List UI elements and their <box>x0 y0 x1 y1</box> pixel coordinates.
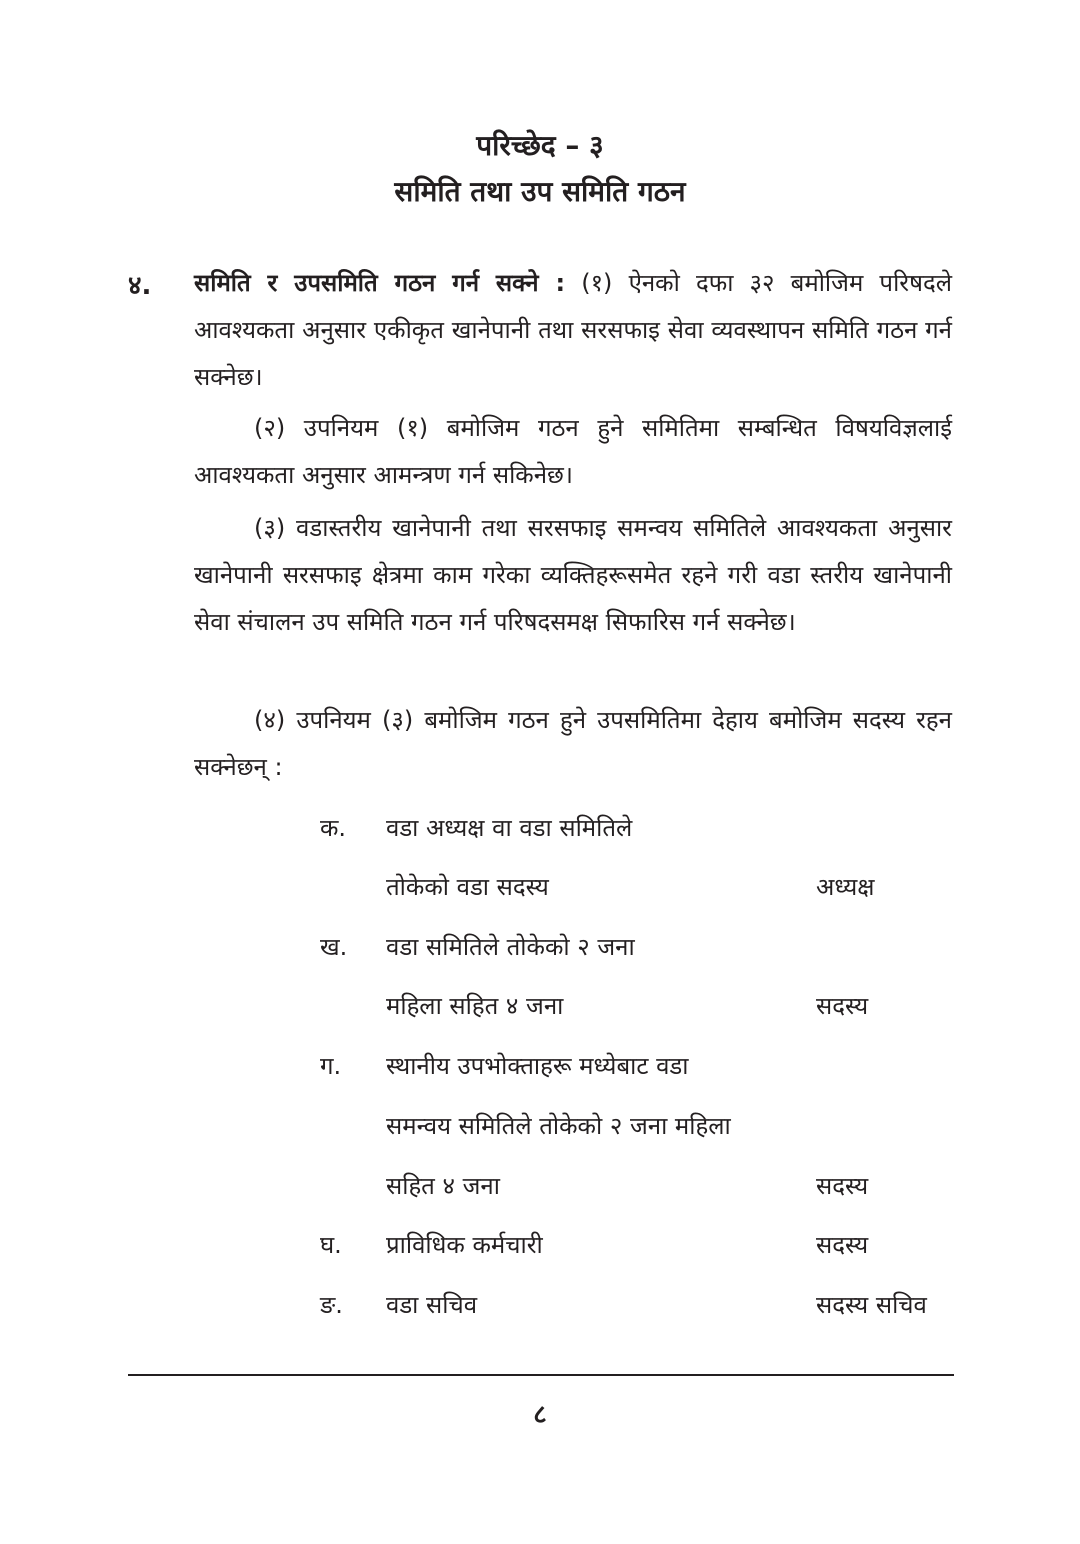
member-description-line: सहित ४ जना <box>386 1172 500 1200</box>
member-description-line: समन्वय समितिले तोकेको २ जना महिला <box>386 1112 731 1140</box>
footer-divider <box>128 1374 954 1376</box>
section-number: ४. <box>128 271 152 301</box>
member-letter: क. <box>320 814 347 842</box>
member-description-line: स्थानीय उपभोक्ताहरू मध्येबाट वडा <box>386 1052 689 1080</box>
member-description-line: वडा अध्यक्ष वा वडा समितिले <box>386 814 633 842</box>
member-description-line: वडा सचिव <box>386 1291 478 1319</box>
member-role: सदस्य सचिव <box>816 1291 927 1319</box>
section-heading: समिति र उपसमिति गठन गर्न सक्ने : <box>194 269 566 297</box>
member-role: सदस्य <box>816 1172 869 1200</box>
section-paragraph-3: (३) वडास्तरीय खानेपानी तथा सरसफाइ समन्वय समितिले आवश्यकता अनुसार खानेपानी सरसफाइ क्षेत्रमा काम गरेका व्यक्तिहरूसमेत रहने गरी वडा स्तरीय खानेपानी सेवा संचालन उप समिति गठन गर्न परिषदसमक्ष सिफारिस गर्न सक्नेछ। <box>194 514 952 636</box>
member-role: सदस्य <box>816 1231 869 1259</box>
member-letter: ग. <box>320 1052 342 1080</box>
member-description-line: वडा समितिले तोकेको २ जना <box>386 933 635 961</box>
member-letter: ख. <box>320 933 348 961</box>
page-number: ८ <box>533 1400 547 1430</box>
section-paragraph-4: (४) उपनियम (३) बमोजिम गठन हुने उपसमितिमा देहाय बमोजिम सदस्य रहन सक्नेछन् : <box>194 706 952 781</box>
member-role: अध्यक्ष <box>816 873 875 901</box>
paragraph-1-text: (१) ऐनको दफा ३२ बमोजिम परिषदले आवश्यकता अनुसार एकीकृत खानेपानी तथा सरसफाइ सेवा व्यवस्थापन समिति गठन गर्न सक्नेछ। <box>194 269 952 391</box>
chapter-subtitle: समिति तथा उप समिति गठन <box>394 175 686 208</box>
member-description-line: महिला सहित ४ जना <box>386 992 564 1020</box>
section-paragraph-1 <box>194 260 952 401</box>
member-description-line: तोकेको वडा सदस्य <box>386 873 549 901</box>
member-letter: ङ. <box>320 1291 343 1319</box>
chapter-title: परिच्छेद – ३ <box>476 129 604 162</box>
member-letter: घ. <box>320 1231 342 1259</box>
member-description-line: प्राविधिक कर्मचारी <box>386 1231 543 1259</box>
section-paragraph-2: (२) उपनियम (१) बमोजिम गठन हुने समितिमा सम्बन्धित विषयविज्ञलाई आवश्यकता अनुसार आमन्त्रण गर्न सकिनेछ। <box>194 414 952 489</box>
member-role: सदस्य <box>816 992 869 1020</box>
